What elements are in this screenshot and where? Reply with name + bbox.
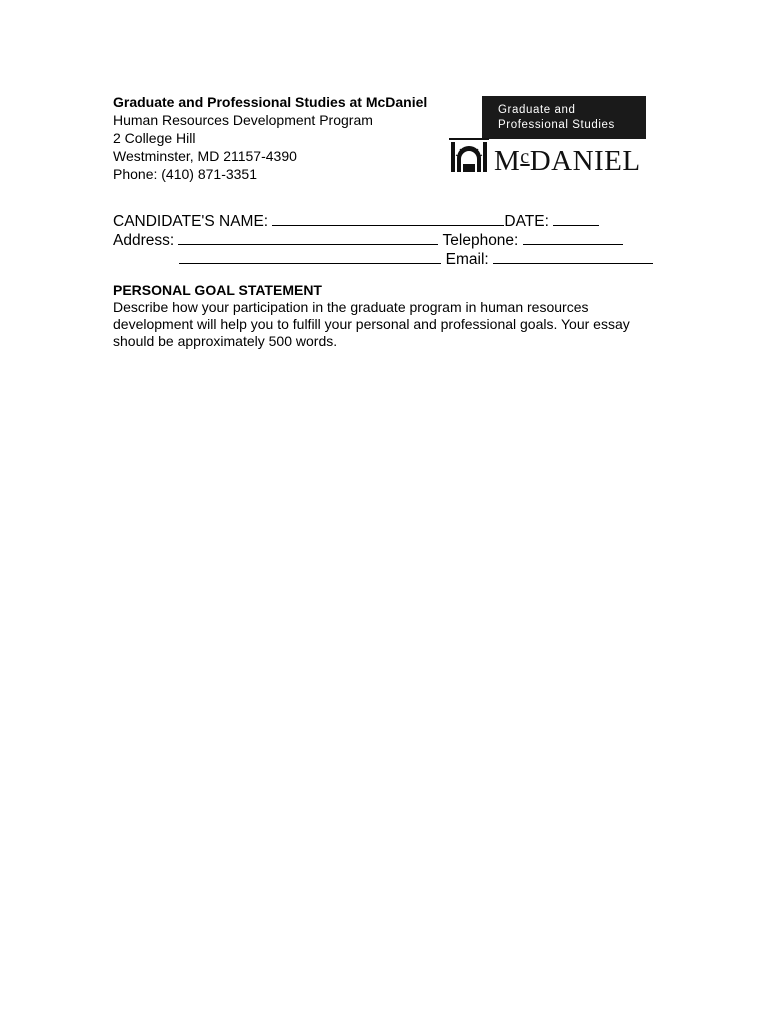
telephone-label: Telephone: <box>442 232 519 249</box>
logo-wordmark-rest: DANIEL <box>529 145 641 177</box>
candidate-name-field[interactable] <box>272 210 504 226</box>
name-date-row <box>113 210 653 229</box>
street-address: 2 College Hill <box>113 130 196 146</box>
logo-banner-line2: Professional Studies <box>498 119 615 131</box>
city-state-zip: Westminster, MD 21157-4390 <box>113 148 297 164</box>
date-field[interactable] <box>553 210 599 226</box>
logo-banner <box>482 96 646 139</box>
address-telephone-row <box>113 229 653 248</box>
goal-statement-title: PERSONAL GOAL STATEMENT <box>113 282 322 298</box>
logo-wordmark <box>494 142 641 176</box>
personal-goal-section <box>113 282 653 350</box>
logo-banner-line1: Graduate and <box>498 104 576 116</box>
institution-header <box>113 93 427 183</box>
mcdaniel-logo <box>449 96 647 177</box>
program-name: Human Resources Development Program <box>113 112 373 128</box>
address-field-line2[interactable] <box>179 248 441 264</box>
logo-wordmark-m: M <box>494 145 521 177</box>
email-field[interactable] <box>493 248 653 264</box>
address-field-line1[interactable] <box>178 229 438 245</box>
date-label: DATE: <box>504 213 549 230</box>
email-label: Email: <box>445 251 489 268</box>
telephone-field[interactable] <box>523 229 623 245</box>
candidate-info-form <box>113 210 653 267</box>
goal-statement-instructions: Describe how your participation in the graduate program in human resources development will help you to fulfill your personal and professional goals. Your essay should be approximately 500 words. <box>113 299 630 349</box>
address-email-row <box>113 248 653 267</box>
candidate-name-label: CANDIDATE'S NAME: <box>113 213 269 230</box>
institution-title: Graduate and Professional Studies at McDaniel <box>113 94 428 110</box>
arch-emblem-icon <box>449 138 489 172</box>
phone-number: Phone: (410) 871-3351 <box>113 166 257 182</box>
logo-wordmark-c: c <box>520 146 530 168</box>
address-label: Address: <box>113 232 175 249</box>
